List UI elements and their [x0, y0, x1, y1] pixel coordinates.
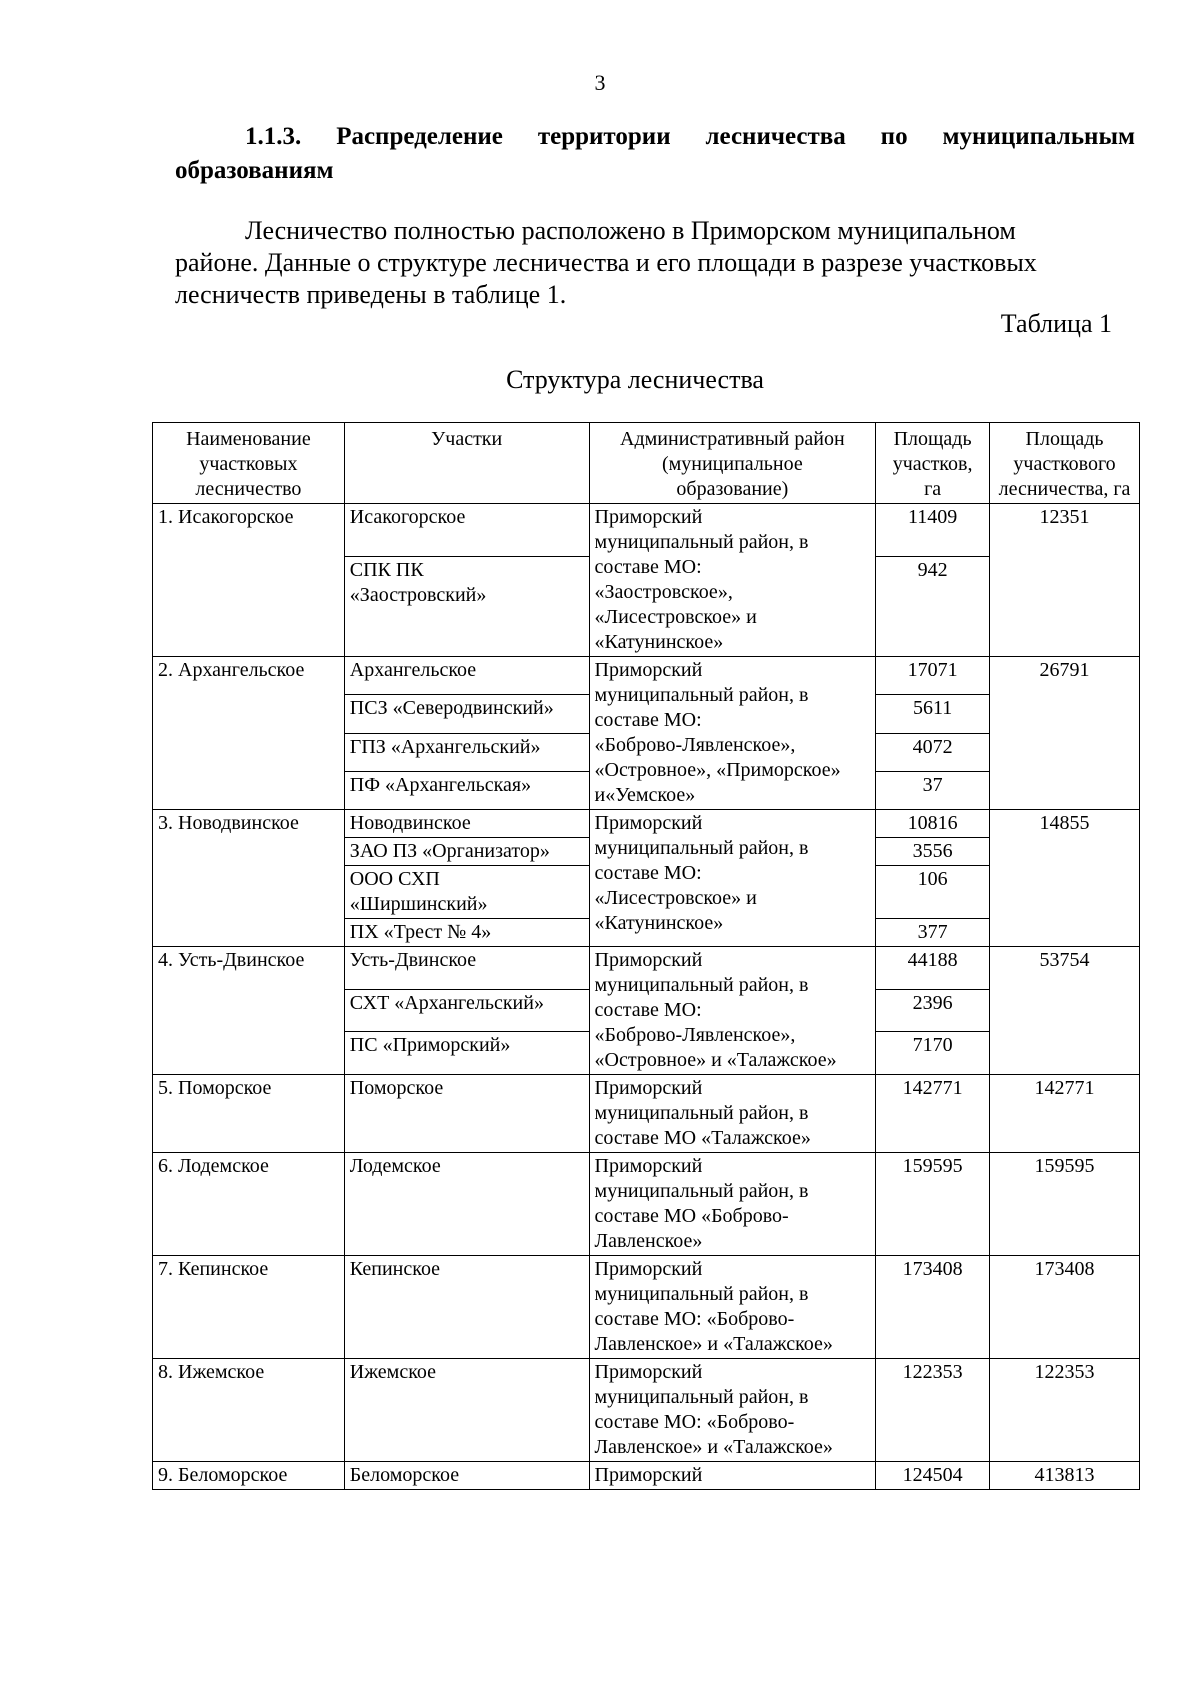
district-line: Приморский: [594, 949, 703, 971]
district-line: Приморский: [594, 812, 703, 834]
site-name-line: ГПЗ «Архангельский»: [349, 735, 541, 758]
table-row: [153, 504, 1140, 557]
district-line: Приморский: [594, 1258, 703, 1280]
header-forestry-name-line: лесничество: [195, 478, 302, 500]
site-name-cell: [344, 556, 589, 656]
district-line: «Боброво-Лявленское»,: [594, 734, 796, 756]
page-number: 3: [594, 70, 606, 95]
district-line: составе МО:: [594, 999, 702, 1021]
site-name-cell: [344, 657, 589, 695]
site-name-cell: [344, 810, 589, 838]
district-line: муниципальный район, в: [594, 837, 809, 859]
forestry-area-cell: 413813: [990, 1462, 1140, 1490]
site-area-cell: 124504: [876, 1462, 990, 1490]
forestry-area-cell: 14855: [990, 810, 1140, 947]
district-cell: [589, 504, 876, 657]
site-area-cell: 106: [876, 866, 990, 919]
forestry-name-cell: 8. Ижемское: [153, 1359, 345, 1462]
forestry-name-cell: 1. Исакогорское: [153, 504, 345, 657]
forestry-area-cell: 12351: [990, 504, 1140, 657]
header-site-area-line: Площадь: [893, 428, 972, 450]
district-line: муниципальный район, в: [594, 974, 809, 996]
site-name-line: ПС «Приморский»: [349, 1034, 511, 1057]
table-row: [153, 947, 1140, 990]
site-name-cell: [344, 733, 589, 771]
district-line: Приморский: [594, 1464, 703, 1486]
site-area-cell: 4072: [876, 733, 990, 771]
district-line: «Катунинское»: [594, 912, 724, 934]
paragraph-line-1: Лесничество полностью расположено в Приморском муниципальном: [245, 216, 1016, 245]
district-line: муниципальный район, в: [594, 1102, 809, 1124]
district-cell: [589, 1462, 876, 1490]
site-name-cell: [344, 771, 589, 809]
district-cell: [589, 1359, 876, 1462]
table-label: Таблица 1: [1000, 309, 1112, 338]
site-name-line: ООО СХП: [349, 868, 440, 890]
district-line: составе МО «Талажское»: [594, 1127, 811, 1149]
header-forestry-name-line: Наименование: [186, 428, 311, 450]
district-line: составе МО: «Боброво-: [594, 1411, 795, 1433]
district-cell: [589, 1153, 876, 1256]
table-row: [153, 1075, 1140, 1153]
district-line: составе МО:: [594, 862, 702, 884]
site-area-cell: 5611: [876, 695, 990, 733]
site-area-cell: 122353: [876, 1359, 990, 1462]
district-line: «Лисестровское» и: [594, 606, 757, 628]
district-line: составе МО:: [594, 709, 702, 731]
table-header-row: [153, 423, 1140, 504]
header-district: [589, 423, 876, 504]
site-name-line: Ижемское: [349, 1361, 437, 1383]
header-district-line: (муниципальное: [661, 453, 803, 475]
district-line: муниципальный район, в: [594, 1180, 809, 1202]
site-area-cell: 2396: [876, 989, 990, 1032]
site-name-line: СХТ «Архангельский»: [349, 991, 544, 1014]
site-area-cell: 10816: [876, 810, 990, 838]
district-line: «Боброво-Лявленское»,: [594, 1024, 796, 1046]
forestry-name-cell: 3. Новодвинское: [153, 810, 345, 947]
district-line: Приморский: [594, 1155, 703, 1177]
table-row: [153, 1256, 1140, 1359]
district-cell: [589, 1256, 876, 1359]
district-line: Приморский: [594, 1077, 703, 1099]
site-name-cell: [344, 1032, 589, 1075]
header-district-line: образование): [676, 478, 789, 500]
site-name-cell: [344, 1359, 589, 1462]
site-name-line: ПФ «Архангельская»: [349, 773, 532, 796]
site-name-line: Беломорское: [349, 1464, 460, 1486]
district-line: муниципальный район, в: [594, 684, 809, 706]
header-forestry-area-line: участкового: [1013, 453, 1116, 475]
site-name-line: Кепинское: [349, 1258, 441, 1280]
section-heading: [175, 120, 1135, 188]
table-row: [153, 810, 1140, 838]
site-area-cell: 17071: [876, 657, 990, 695]
paragraph-line-2: районе. Данные о структуре лесничества и его площади в разрезе участковых: [175, 248, 1037, 277]
site-name-line: Новодвинское: [349, 812, 471, 834]
header-forestry-area-line: Площадь: [1025, 428, 1104, 450]
forestry-area-cell: 122353: [990, 1359, 1140, 1462]
site-name-cell: [344, 504, 589, 557]
site-name-line: Поморское: [349, 1077, 444, 1099]
district-cell: [589, 657, 876, 810]
forestry-name-cell: 7. Кепинское: [153, 1256, 345, 1359]
site-name-cell: [344, 1462, 589, 1490]
site-area-cell: 3556: [876, 838, 990, 866]
forestry-area-cell: 142771: [990, 1075, 1140, 1153]
site-name-cell: [344, 1256, 589, 1359]
forestry-name-cell: 6. Лодемское: [153, 1153, 345, 1256]
table-row: [153, 1153, 1140, 1256]
district-line: «Лисестровское» и: [594, 887, 757, 909]
site-name-cell: [344, 695, 589, 733]
forestry-name-cell: 2. Архангельское: [153, 657, 345, 810]
paragraph-line-3: лесничеств приведены в таблице 1.: [175, 280, 567, 309]
district-line: Лавленское» и «Талажское»: [594, 1333, 833, 1355]
forestry-area-cell: 159595: [990, 1153, 1140, 1256]
site-name-line: ПХ «Трест № 4»: [349, 921, 492, 943]
header-sites: [344, 423, 589, 504]
forestry-area-cell: 53754: [990, 947, 1140, 1075]
site-name-cell: [344, 947, 589, 990]
table-title: Структура лесничества: [506, 365, 764, 394]
forestry-structure-table: [152, 422, 1140, 1490]
site-name-line: ПСЗ «Северодвинский»: [349, 697, 554, 720]
header-forestry-name-line: участковых: [199, 453, 298, 475]
district-cell: [589, 1075, 876, 1153]
district-line: составе МО:: [594, 556, 702, 578]
site-area-cell: 7170: [876, 1032, 990, 1075]
site-area-cell: 942: [876, 556, 990, 656]
header-district-line: Административный район: [620, 428, 845, 450]
site-name-cell: [344, 1075, 589, 1153]
forestry-name-cell: 5. Поморское: [153, 1075, 345, 1153]
site-name-line: «Заостровский»: [349, 583, 487, 606]
intro-paragraph: [175, 215, 1135, 311]
site-name-cell: [344, 838, 589, 866]
site-name-line: Архангельское: [349, 659, 477, 681]
district-line: Приморский: [594, 1361, 703, 1383]
district-line: составе МО: «Боброво-: [594, 1308, 795, 1330]
district-cell: [589, 810, 876, 947]
site-name-cell: [344, 989, 589, 1032]
site-name-cell: [344, 919, 589, 947]
district-cell: [589, 947, 876, 1075]
header-site-area: [876, 423, 990, 504]
header-site-area-line: га: [924, 478, 942, 500]
district-line: муниципальный район, в: [594, 1283, 809, 1305]
district-line: Приморский: [594, 659, 703, 681]
forestry-name-cell: 9. Беломорское: [153, 1462, 345, 1490]
district-line: муниципальный район, в: [594, 1386, 809, 1408]
site-name-line: ЗАО ПЗ «Организатор»: [349, 840, 550, 862]
district-line: «Катунинское»: [594, 631, 724, 653]
district-line: составе МО «Боброво-: [594, 1205, 789, 1227]
site-name-cell: [344, 1153, 589, 1256]
table-row: [153, 1359, 1140, 1462]
site-name-cell: [344, 866, 589, 919]
site-area-cell: 37: [876, 771, 990, 809]
forestry-area-cell: 173408: [990, 1256, 1140, 1359]
district-line: муниципальный район, в: [594, 531, 809, 553]
district-line: «Островное» и «Талажское»: [594, 1049, 837, 1071]
district-line: Приморский: [594, 506, 703, 528]
header-forestry-name: [153, 423, 345, 504]
site-area-cell: 377: [876, 919, 990, 947]
site-name-line: «Ширшинский»: [349, 893, 488, 915]
district-line: «Островное», «Приморское»: [594, 759, 841, 781]
table-row: [153, 1462, 1140, 1490]
table-row: [153, 657, 1140, 695]
district-line: Лавленское» и «Талажское»: [594, 1436, 833, 1458]
site-area-cell: 44188: [876, 947, 990, 990]
site-area-cell: 159595: [876, 1153, 990, 1256]
site-area-cell: 11409: [876, 504, 990, 557]
header-sites-line: Участки: [431, 428, 503, 450]
district-line: Лавленское»: [594, 1230, 703, 1252]
district-line: и«Уемское»: [594, 784, 696, 806]
district-line: «Заостровское»,: [594, 581, 733, 603]
header-forestry-area-line: лесничества, га: [998, 478, 1131, 500]
forestry-name-cell: 4. Усть-Двинское: [153, 947, 345, 1075]
site-area-cell: 142771: [876, 1075, 990, 1153]
header-site-area-line: участков,: [892, 453, 973, 475]
site-name-line: СПК ПК: [349, 558, 424, 581]
heading-line-1: 1.1.3. Распределение территории лесничества по муниципальным: [245, 123, 1135, 150]
forestry-area-cell: 26791: [990, 657, 1140, 810]
site-name-line: Лодемское: [349, 1155, 441, 1177]
header-forestry-area: [990, 423, 1140, 504]
site-name-line: Исакогорское: [349, 506, 466, 528]
site-area-cell: 173408: [876, 1256, 990, 1359]
heading-line-2: образованиям: [175, 157, 334, 184]
site-name-line: Усть-Двинское: [349, 949, 477, 971]
